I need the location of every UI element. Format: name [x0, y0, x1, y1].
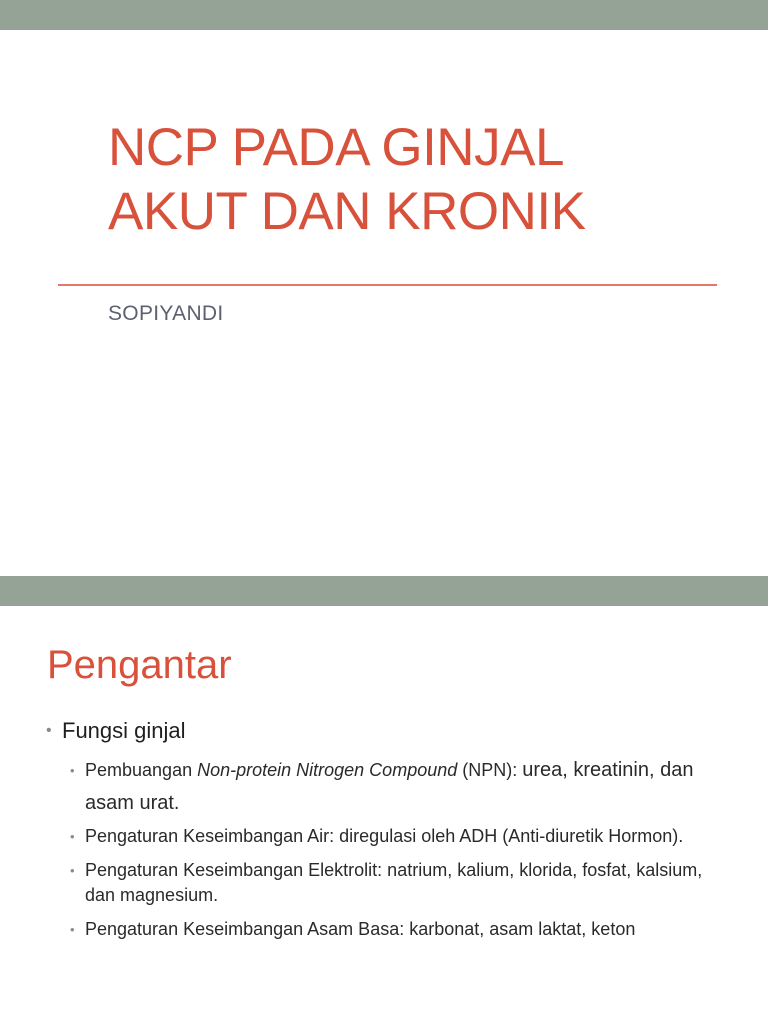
title-line-2: AKUT DAN KRONIK: [108, 182, 586, 241]
slide-content: [46, 716, 736, 951]
bullet-fungsi-ginjal: [46, 716, 736, 746]
slide-subtitle: SOPIYANDI: [108, 302, 224, 325]
sub-bullet-list: [70, 754, 736, 942]
sub-bullet-elektrolit: [70, 858, 736, 908]
content-slide: [0, 576, 768, 1024]
sub-bullet-big: urea, kreatinin, dan asam urat.: [85, 759, 694, 814]
bullet-dot-icon: •: [70, 863, 75, 878]
sub-bullet-air: [70, 824, 736, 849]
bullet-dot-icon: •: [70, 829, 75, 844]
sub-bullet-text: Pengaturan Keseimbangan Air: diregulasi oleh ADH (Anti-diuretik Hormon).: [85, 826, 684, 846]
title-divider: [58, 284, 717, 286]
bullet-dot-icon: •: [46, 722, 52, 739]
slide-title: [108, 116, 728, 244]
bullet-text: Fungsi ginjal: [62, 718, 186, 743]
slide-top-bar: [0, 0, 768, 30]
sub-bullet-text: Pengaturan Keseimbangan Asam Basa: karbonat, asam laktat, keton: [85, 919, 636, 939]
sub-bullet-text: Pengaturan Keseimbangan Elektrolit: natrium, kalium, klorida, fosfat, kalsium, dan magnesium.: [85, 860, 703, 905]
bullet-dot-icon: •: [70, 922, 75, 937]
bullet-dot-icon: •: [70, 763, 75, 778]
sub-bullet-post: (NPN):: [457, 760, 523, 780]
slide-heading: Pengantar: [47, 643, 232, 687]
sub-bullet-pembuangan: [70, 754, 736, 820]
title-line-1: NCP PADA GINJAL: [108, 118, 564, 177]
sub-bullet-italic: Non-protein Nitrogen Compound: [197, 760, 458, 780]
sub-bullet-pre: Pembuangan: [85, 760, 198, 780]
slide-top-bar: [0, 576, 768, 606]
sub-bullet-asam-basa: [70, 917, 736, 942]
